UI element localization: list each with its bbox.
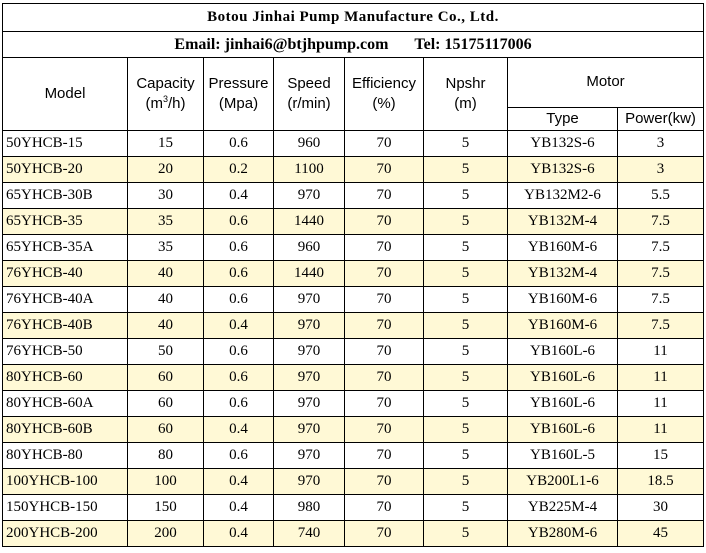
cell-capacity: 80	[128, 443, 204, 469]
cell-pressure: 0.6	[204, 209, 274, 235]
cell-type: YB132S-6	[508, 157, 618, 183]
cell-efficiency: 70	[345, 183, 424, 209]
cell-model: 65YHCB-30B	[3, 183, 128, 209]
cell-type: YB132S-6	[508, 131, 618, 157]
cell-pressure: 0.2	[204, 157, 274, 183]
cell-speed: 970	[274, 339, 345, 365]
header-pressure	[204, 58, 274, 131]
header-efficiency	[345, 58, 424, 131]
table-row	[3, 417, 704, 443]
cell-pressure: 0.4	[204, 521, 274, 547]
cell-pressure: 0.4	[204, 495, 274, 521]
cell-pressure: 0.4	[204, 183, 274, 209]
cell-pressure: 0.6	[204, 365, 274, 391]
cell-capacity: 60	[128, 365, 204, 391]
header-power: Power(kw)	[618, 108, 704, 131]
table-row	[3, 183, 704, 209]
cell-model: 76YHCB-50	[3, 339, 128, 365]
cell-model: 80YHCB-60B	[3, 417, 128, 443]
pump-spec-table	[2, 3, 704, 547]
cell-npshr: 5	[424, 183, 508, 209]
header-npshr-unit: (m)	[454, 95, 477, 112]
cell-npshr: 5	[424, 131, 508, 157]
cell-efficiency: 70	[345, 313, 424, 339]
cell-model: 200YHCB-200	[3, 521, 128, 547]
cell-npshr: 5	[424, 261, 508, 287]
cell-power: 3	[618, 131, 704, 157]
table-row	[3, 131, 704, 157]
table-row	[3, 391, 704, 417]
cell-pressure: 0.4	[204, 313, 274, 339]
cell-speed: 970	[274, 287, 345, 313]
cell-efficiency: 70	[345, 391, 424, 417]
cell-efficiency: 70	[345, 261, 424, 287]
cell-speed: 970	[274, 183, 345, 209]
cell-pressure: 0.6	[204, 235, 274, 261]
table-row	[3, 287, 704, 313]
cell-npshr: 5	[424, 443, 508, 469]
cell-capacity: 15	[128, 131, 204, 157]
cell-model: 80YHCB-60	[3, 365, 128, 391]
cell-power: 45	[618, 521, 704, 547]
cell-efficiency: 70	[345, 235, 424, 261]
cell-capacity: 40	[128, 261, 204, 287]
cell-model: 65YHCB-35	[3, 209, 128, 235]
cell-speed: 1440	[274, 209, 345, 235]
cell-model: 76YHCB-40A	[3, 287, 128, 313]
cell-npshr: 5	[424, 209, 508, 235]
cell-speed: 970	[274, 365, 345, 391]
cell-capacity: 35	[128, 209, 204, 235]
cell-power: 5.5	[618, 183, 704, 209]
header-npshr	[424, 58, 508, 131]
cell-type: YB160L-6	[508, 365, 618, 391]
cell-efficiency: 70	[345, 157, 424, 183]
cell-type: YB160M-6	[508, 313, 618, 339]
cell-npshr: 5	[424, 469, 508, 495]
table-row	[3, 261, 704, 287]
cell-pressure: 0.6	[204, 443, 274, 469]
cell-efficiency: 70	[345, 417, 424, 443]
cell-pressure: 0.6	[204, 391, 274, 417]
cell-speed: 1440	[274, 261, 345, 287]
cell-model: 50YHCB-15	[3, 131, 128, 157]
cell-power: 7.5	[618, 235, 704, 261]
header-speed	[274, 58, 345, 131]
contact-line	[3, 32, 704, 58]
table-row	[3, 339, 704, 365]
header-speed-unit: (r/min)	[287, 95, 331, 112]
cell-npshr: 5	[424, 235, 508, 261]
cell-capacity: 20	[128, 157, 204, 183]
cell-power: 11	[618, 365, 704, 391]
cell-type: YB225M-4	[508, 495, 618, 521]
cell-npshr: 5	[424, 495, 508, 521]
cell-type: YB132M-4	[508, 209, 618, 235]
cell-speed: 740	[274, 521, 345, 547]
header-capacity	[128, 58, 204, 131]
cell-power: 7.5	[618, 287, 704, 313]
cell-speed: 1100	[274, 157, 345, 183]
cell-power: 30	[618, 495, 704, 521]
header-speed-label: Speed	[287, 74, 331, 92]
cell-npshr: 5	[424, 157, 508, 183]
cell-power: 11	[618, 339, 704, 365]
cell-type: YB160L-5	[508, 443, 618, 469]
cell-model: 76YHCB-40B	[3, 313, 128, 339]
header-efficiency-label: Efficiency	[352, 74, 416, 92]
table-row	[3, 495, 704, 521]
cell-capacity: 50	[128, 339, 204, 365]
cell-capacity: 60	[128, 391, 204, 417]
cell-npshr: 5	[424, 287, 508, 313]
cell-capacity: 35	[128, 235, 204, 261]
cell-npshr: 5	[424, 365, 508, 391]
table-row	[3, 365, 704, 391]
table-row	[3, 157, 704, 183]
cell-pressure: 0.6	[204, 287, 274, 313]
cell-efficiency: 70	[345, 365, 424, 391]
cell-efficiency: 70	[345, 339, 424, 365]
cell-efficiency: 70	[345, 209, 424, 235]
table-row	[3, 469, 704, 495]
cell-efficiency: 70	[345, 443, 424, 469]
header-pressure-unit: (Mpa)	[218, 95, 259, 112]
cell-capacity: 60	[128, 417, 204, 443]
header-npshr-label: Npshr	[445, 74, 486, 92]
header-capacity-unit: $(m^3/h)$	[145, 94, 186, 112]
header-type: Type	[508, 108, 618, 131]
cell-speed: 980	[274, 495, 345, 521]
cell-npshr: 5	[424, 417, 508, 443]
cell-type: YB132M2-6	[508, 183, 618, 209]
cell-pressure: 0.6	[204, 261, 274, 287]
cell-npshr: 5	[424, 313, 508, 339]
cell-type: YB160M-6	[508, 235, 618, 261]
cell-capacity: 40	[128, 313, 204, 339]
cell-model: 80YHCB-60A	[3, 391, 128, 417]
cell-npshr: 5	[424, 521, 508, 547]
cell-type: YB160L-6	[508, 339, 618, 365]
cell-power: 3	[618, 157, 704, 183]
cell-type: YB160L-6	[508, 417, 618, 443]
cell-model: 100YHCB-100	[3, 469, 128, 495]
table-row	[3, 443, 704, 469]
table-row	[3, 521, 704, 547]
tel-text: Tel: 15175117006	[414, 35, 532, 53]
cell-model: 76YHCB-40	[3, 261, 128, 287]
cell-capacity: 30	[128, 183, 204, 209]
cell-efficiency: 70	[345, 131, 424, 157]
cell-pressure: 0.4	[204, 469, 274, 495]
cell-power: 7.5	[618, 313, 704, 339]
header-motor: Motor	[508, 58, 704, 108]
cell-speed: 970	[274, 469, 345, 495]
cell-pressure: 0.6	[204, 339, 274, 365]
cell-model: 80YHCB-80	[3, 443, 128, 469]
cell-pressure: 0.4	[204, 417, 274, 443]
cell-power: 11	[618, 391, 704, 417]
header-model: Model	[3, 58, 128, 131]
table-row	[3, 235, 704, 261]
cell-power: 15	[618, 443, 704, 469]
cell-model: 150YHCB-150	[3, 495, 128, 521]
company-title: Botou Jinhai Pump Manufacture Co., Ltd.	[3, 4, 704, 32]
cell-type: YB280M-6	[508, 521, 618, 547]
cell-type: YB132M-4	[508, 261, 618, 287]
cell-efficiency: 70	[345, 287, 424, 313]
cell-power: 7.5	[618, 261, 704, 287]
cell-type: YB200L1-6	[508, 469, 618, 495]
cell-speed: 970	[274, 417, 345, 443]
cell-model: 65YHCB-35A	[3, 235, 128, 261]
cell-capacity: 100	[128, 469, 204, 495]
cell-power: 18.5	[618, 469, 704, 495]
table-row	[3, 209, 704, 235]
cell-pressure: 0.6	[204, 131, 274, 157]
cell-speed: 970	[274, 443, 345, 469]
cell-power: 7.5	[618, 209, 704, 235]
cell-speed: 970	[274, 391, 345, 417]
cell-npshr: 5	[424, 339, 508, 365]
cell-capacity: 40	[128, 287, 204, 313]
cell-speed: 960	[274, 235, 345, 261]
cell-type: YB160M-6	[508, 287, 618, 313]
cell-model: 50YHCB-20	[3, 157, 128, 183]
cell-efficiency: 70	[345, 469, 424, 495]
cell-capacity: 200	[128, 521, 204, 547]
cell-npshr: 5	[424, 391, 508, 417]
cell-speed: 960	[274, 131, 345, 157]
cell-speed: 970	[274, 313, 345, 339]
cell-capacity: 150	[128, 495, 204, 521]
header-pressure-label: Pressure	[208, 74, 269, 92]
cell-power: 11	[618, 417, 704, 443]
cell-efficiency: 70	[345, 495, 424, 521]
cell-efficiency: 70	[345, 521, 424, 547]
cell-type: YB160L-6	[508, 391, 618, 417]
header-efficiency-unit: (%)	[372, 95, 396, 112]
header-capacity-label: Capacity	[136, 74, 195, 92]
table-row	[3, 313, 704, 339]
email-text: Email: jinhai6@btjhpump.com	[174, 35, 389, 53]
